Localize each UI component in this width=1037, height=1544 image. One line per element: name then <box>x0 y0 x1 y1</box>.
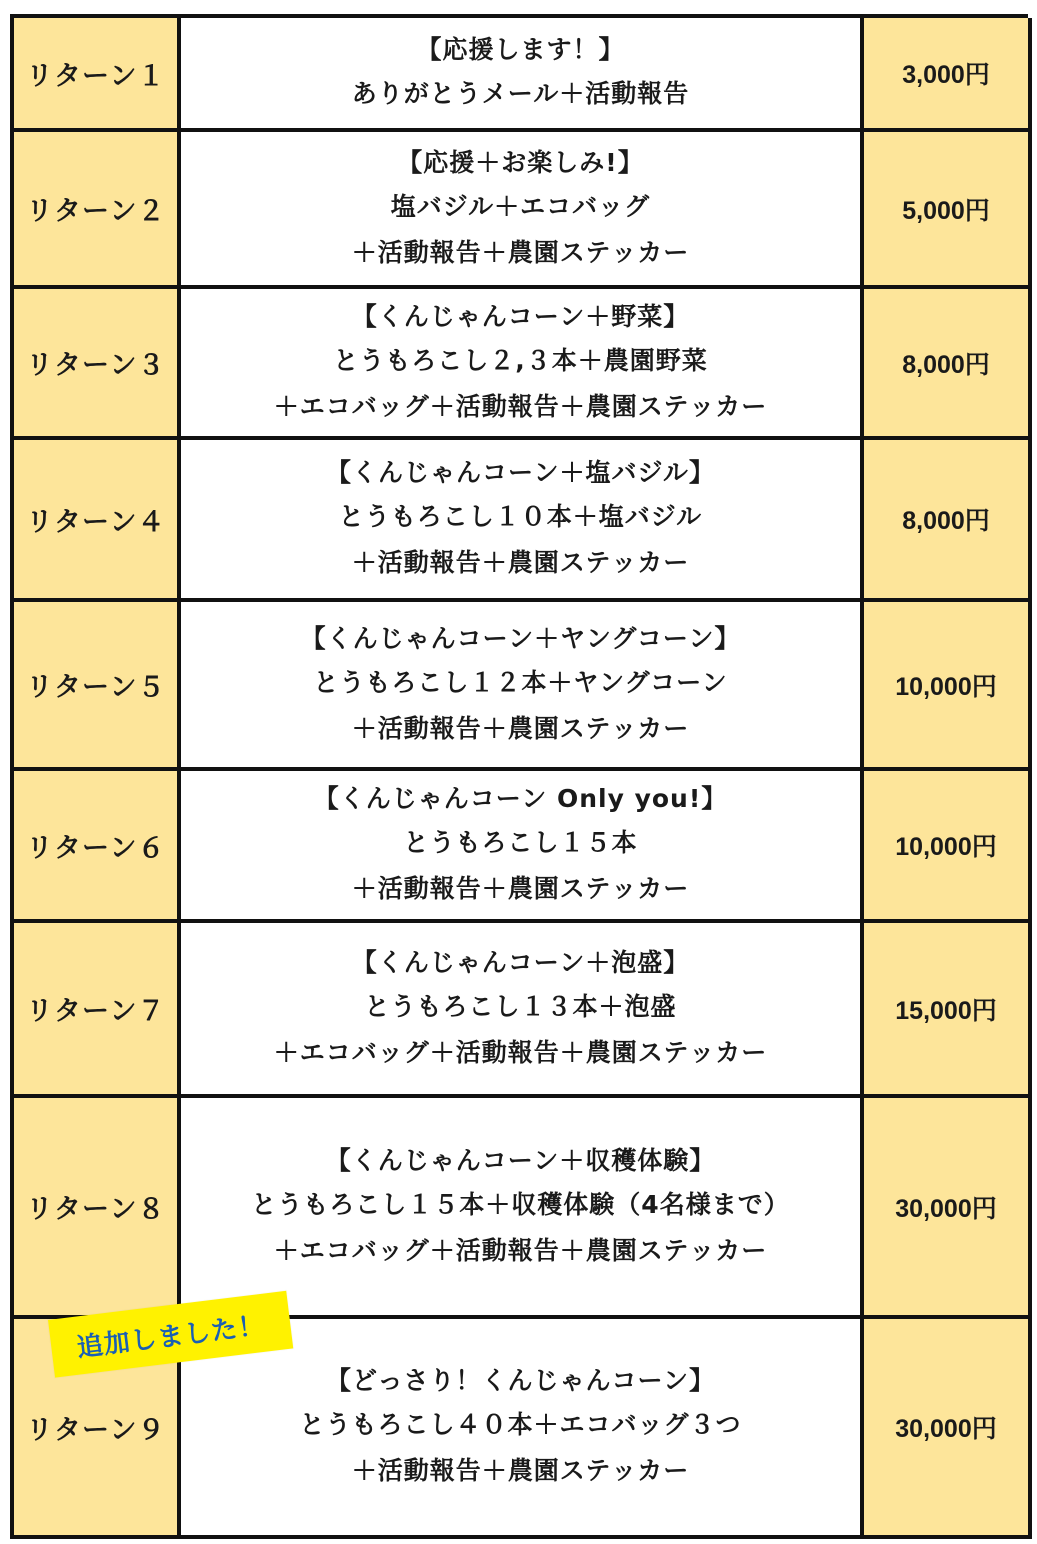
return-description-cell <box>181 1098 864 1319</box>
return-title: 【くんじゃんコーン＋泡盛】 <box>351 947 690 977</box>
return-detail-line: 塩バジル＋エコバッグ <box>390 191 651 221</box>
return-label: リターン２ <box>26 196 166 227</box>
return-detail-line: ＋エコバッグ＋活動報告＋農園ステッカー <box>273 391 768 421</box>
return-detail-line: とうもろこし１５本 <box>403 828 638 857</box>
return-title: 【くんじゃんコーン＋ヤングコーン】 <box>300 623 741 653</box>
return-detail-line: ＋活動報告＋農園ステッカー <box>351 1456 690 1485</box>
return-detail-line: ＋エコバッグ＋活動報告＋農園ステッカー <box>273 1235 768 1265</box>
return-price: 3,000円 <box>902 61 990 89</box>
return-label: リターン５ <box>26 672 166 703</box>
return-detail-line: とうもろこし１０本＋塩バジル <box>338 502 703 531</box>
return-price-cell <box>864 132 1032 289</box>
return-detail-line: ＋活動報告＋農園ステッカー <box>351 874 690 903</box>
return-title: 【応援＋お楽しみ!】 <box>397 147 644 177</box>
new-addition-badge-text: 追加しました！ <box>75 1310 267 1364</box>
return-detail-line: ＋活動報告＋農園ステッカー <box>351 237 690 267</box>
return-label: リターン１ <box>26 60 166 92</box>
return-price-cell <box>864 440 1032 602</box>
return-description-cell <box>181 771 864 923</box>
return-price: 10,000円 <box>895 672 997 701</box>
return-detail-line: とうもろこし１２本＋ヤングコーン <box>313 667 728 697</box>
return-description-cell <box>181 923 864 1098</box>
return-detail-line: とうもろこし２,３本＋農園野菜 <box>333 345 708 375</box>
return-price: 10,000円 <box>895 833 997 861</box>
return-description-cell <box>181 132 864 289</box>
return-label-cell <box>14 440 181 602</box>
return-label: リターン７ <box>26 996 166 1027</box>
return-title: 【どっさり！くんじゃんコーン】 <box>325 1366 715 1395</box>
return-price-cell <box>864 289 1032 440</box>
return-price: 15,000円 <box>895 996 997 1025</box>
return-label-cell <box>14 132 181 289</box>
return-label-cell <box>14 18 181 132</box>
return-label: リターン８ <box>26 1194 166 1225</box>
return-price: 30,000円 <box>895 1415 997 1443</box>
return-description-cell <box>181 1319 864 1539</box>
return-price: 5,000円 <box>902 196 990 225</box>
return-price-cell <box>864 1319 1032 1539</box>
return-description-cell <box>181 289 864 440</box>
return-detail-line: とうもろこし１３本＋泡盛 <box>364 991 677 1021</box>
return-label-cell <box>14 923 181 1098</box>
return-description-cell <box>181 440 864 602</box>
return-detail-line: ＋エコバッグ＋活動報告＋農園ステッカー <box>273 1037 768 1067</box>
return-detail-line: ＋活動報告＋農園ステッカー <box>351 548 690 577</box>
return-price-cell <box>864 18 1032 132</box>
return-detail-line: ＋活動報告＋農園ステッカー <box>351 713 690 743</box>
return-detail-line: ありがとうメール＋活動報告 <box>351 79 690 108</box>
return-label: リターン３ <box>26 350 166 381</box>
return-description-cell <box>181 602 864 771</box>
return-label-cell <box>14 1098 181 1319</box>
return-label: リターン９ <box>26 1414 166 1446</box>
return-label: リターン６ <box>26 832 166 864</box>
return-title: 【くんじゃんコーン＋収穫体験】 <box>325 1145 716 1175</box>
return-label-cell <box>14 771 181 923</box>
return-price: 8,000円 <box>902 350 990 379</box>
return-title: 【応援します！】 <box>416 35 625 64</box>
return-title: 【くんじゃんコーン＋野菜】 <box>351 301 690 331</box>
return-price: 8,000円 <box>902 507 990 535</box>
return-description-cell <box>181 18 864 132</box>
return-price-cell <box>864 923 1032 1098</box>
return-title: 【くんじゃんコーン Only you!】 <box>313 784 728 813</box>
return-price-cell <box>864 602 1032 771</box>
return-label: リターン４ <box>26 506 166 538</box>
return-label-cell <box>14 289 181 440</box>
return-title: 【くんじゃんコーン＋塩バジル】 <box>326 458 715 487</box>
return-detail-line: とうもろこし４０本＋エコバッグ３つ <box>299 1410 742 1439</box>
return-price: 30,000円 <box>895 1194 997 1223</box>
return-detail-line: とうもろこし１５本＋収穫体験（4名様まで） <box>251 1189 790 1219</box>
return-price-cell <box>864 1098 1032 1319</box>
return-price-cell <box>864 771 1032 923</box>
return-label-cell <box>14 602 181 771</box>
